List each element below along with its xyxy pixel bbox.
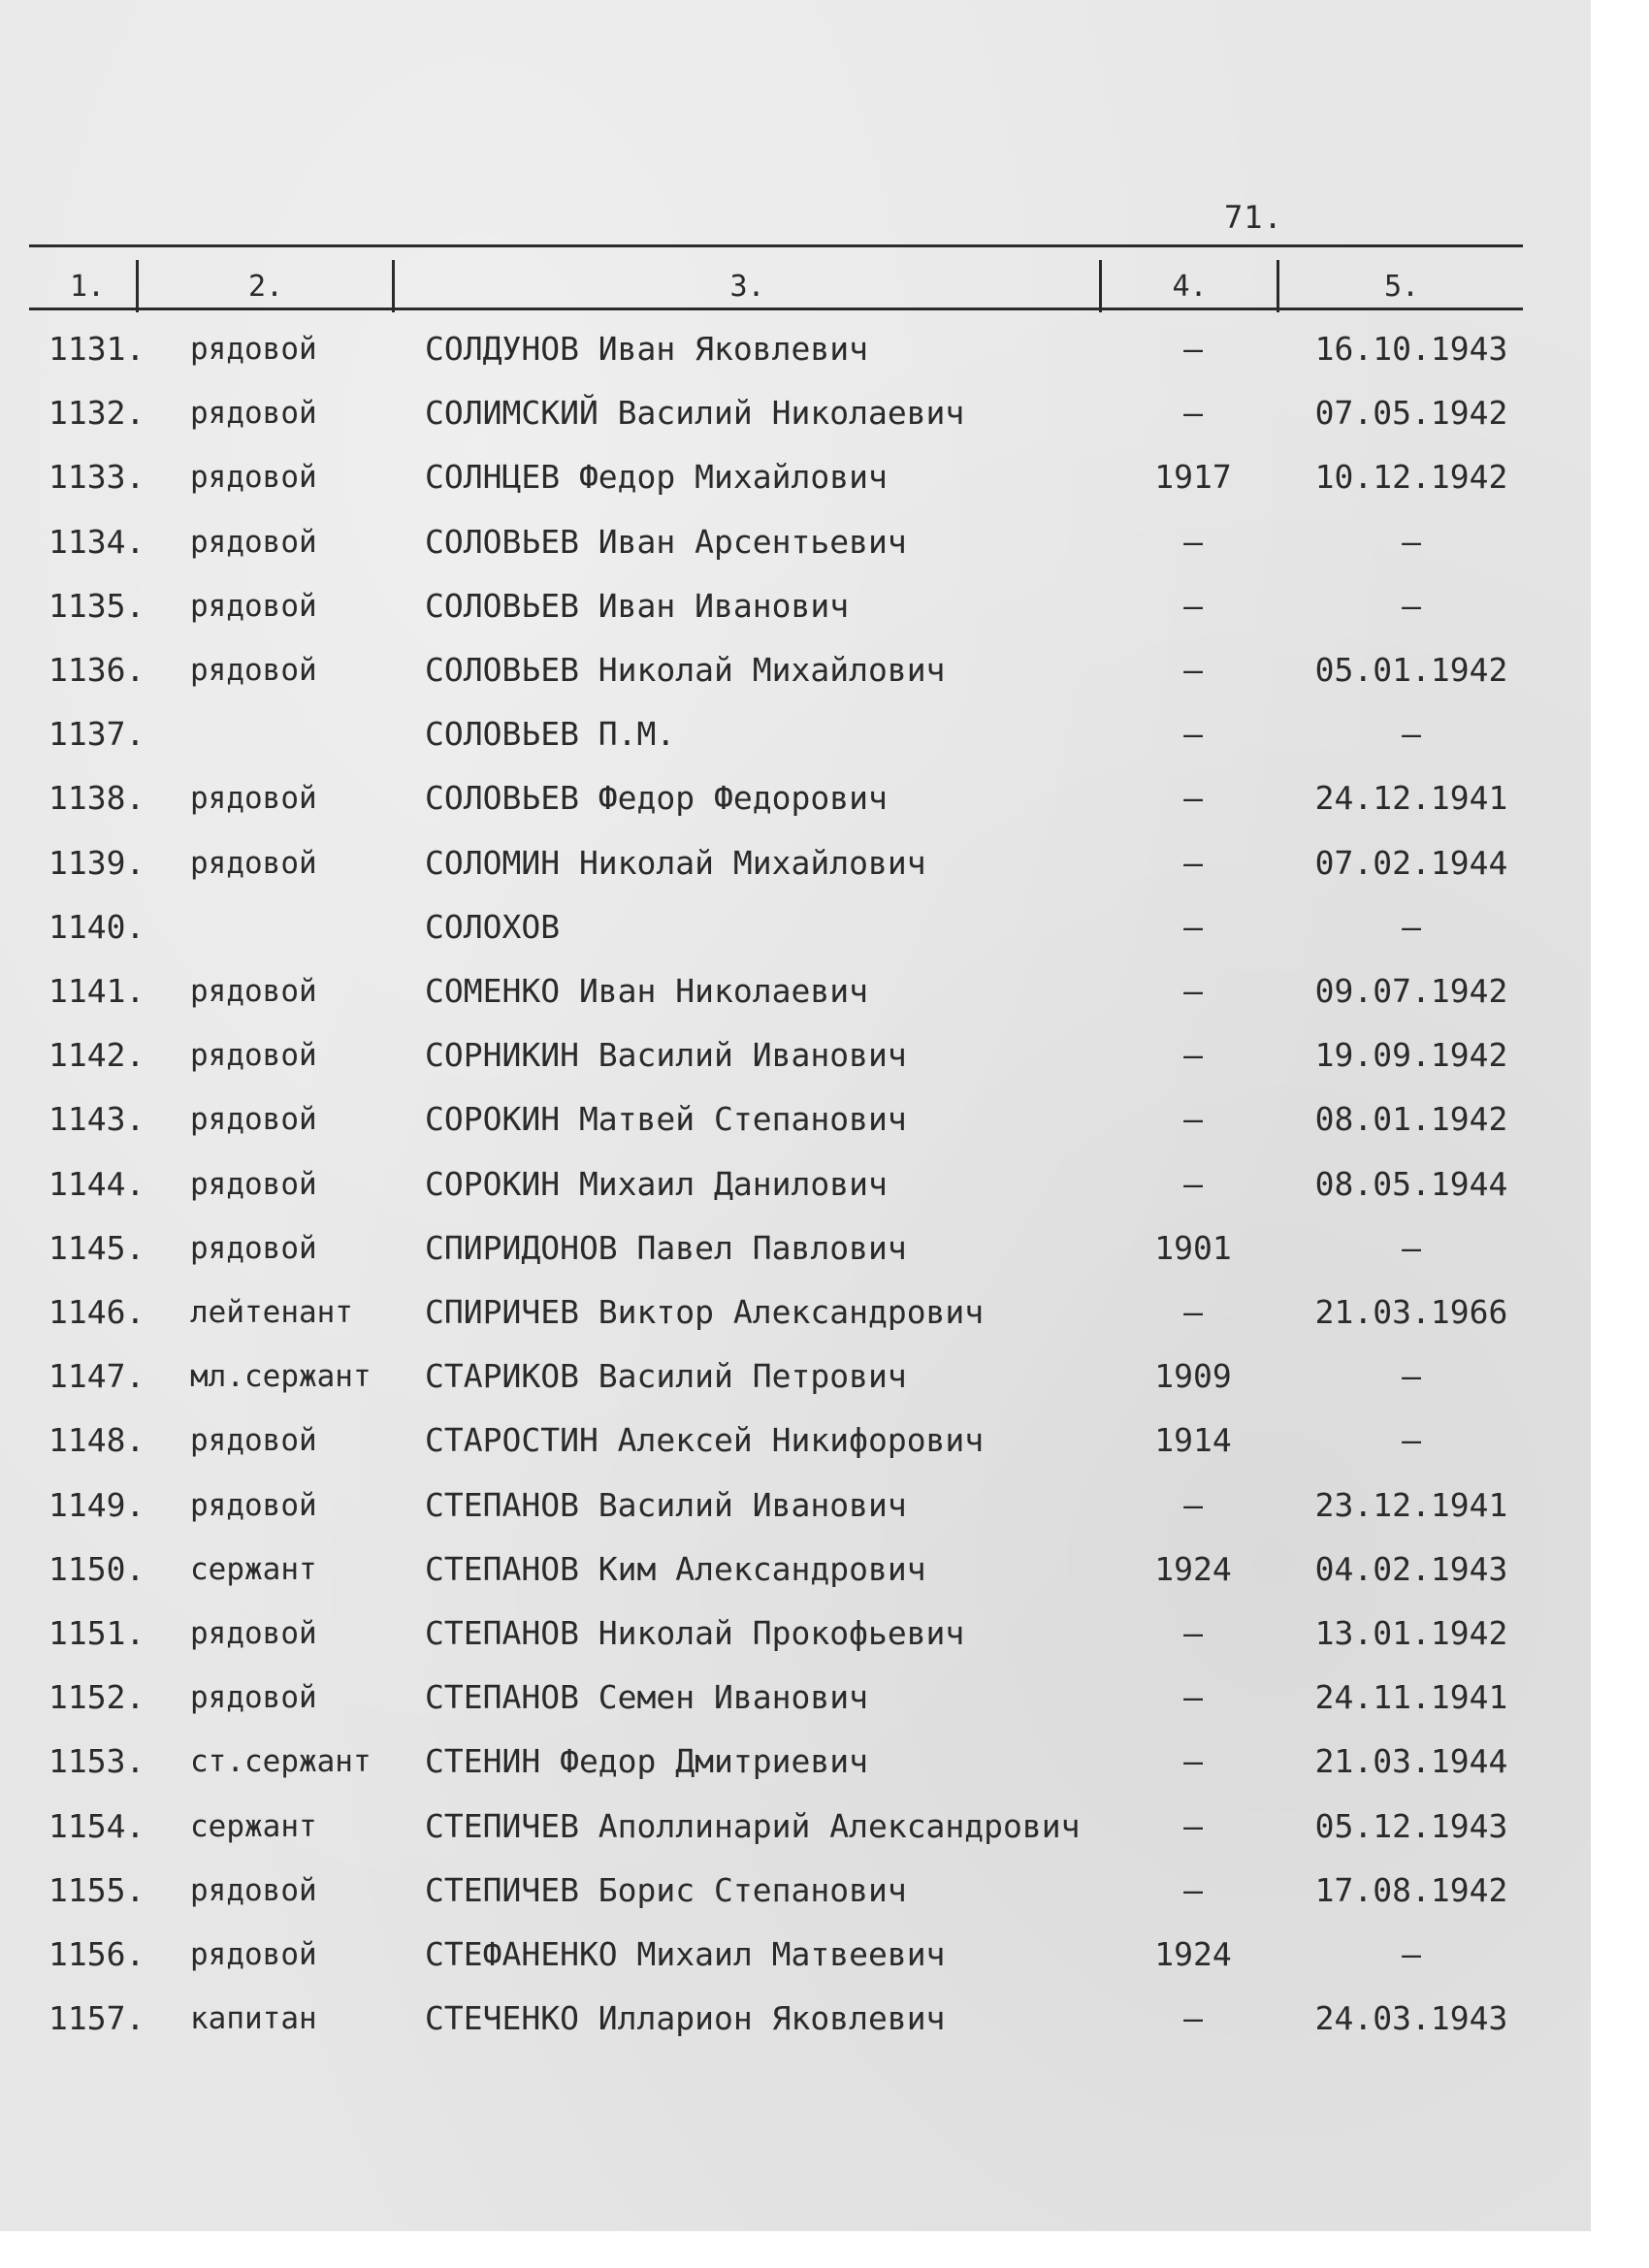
row-date: 21.03.1966 (1314, 1293, 1508, 1331)
row-birth-year: – (1183, 1485, 1203, 1524)
row-number: 1135. (48, 586, 146, 625)
table-row (0, 1357, 1591, 1415)
row-birth-year: – (1183, 843, 1203, 882)
row-number: 1140. (48, 907, 146, 946)
row-rank: рядовой (190, 653, 317, 688)
row-number: 1149. (48, 1485, 146, 1524)
row-rank: сержант (190, 1808, 317, 1844)
column-header-5: 5. (1383, 270, 1420, 304)
table-top-rule (29, 244, 1523, 247)
row-name: СОЛОМИН Николай Михайлович (425, 843, 926, 882)
row-date: 23.12.1941 (1314, 1485, 1508, 1524)
row-name: СТЕНИН Федор Дмитриевич (425, 1742, 868, 1781)
row-birth-year: – (1183, 586, 1203, 625)
row-date: 04.02.1943 (1314, 1549, 1508, 1588)
row-rank: сержант (190, 1551, 317, 1587)
row-rank: лейтенант (190, 1295, 353, 1330)
row-name: СТЕЧЕНКО Илларион Яковлевич (425, 1999, 946, 2038)
table-row (0, 1678, 1591, 1736)
row-date: – (1402, 522, 1421, 561)
row-rank: рядовой (190, 1937, 317, 1972)
row-name: СТЕПАНОВ Семен Иванович (425, 1678, 868, 1717)
column-divider (1277, 260, 1279, 312)
row-birth-year: – (1183, 907, 1203, 946)
row-name: СОРОКИН Михаил Данилович (425, 1164, 888, 1203)
table-row (0, 1999, 1591, 2057)
table-row (0, 1421, 1591, 1479)
row-date: 16.10.1943 (1314, 330, 1508, 368)
row-number: 1138. (48, 779, 146, 818)
column-divider (1099, 260, 1102, 312)
row-birth-year: – (1183, 1806, 1203, 1845)
row-number: 1147. (48, 1357, 146, 1396)
row-date: 08.05.1944 (1314, 1164, 1508, 1203)
table-row (0, 1550, 1591, 1608)
table-row (0, 458, 1591, 516)
row-rank: рядовой (190, 1487, 317, 1523)
row-birth-year: – (1183, 715, 1203, 754)
table-row (0, 972, 1591, 1030)
row-date: 08.01.1942 (1314, 1100, 1508, 1139)
row-number: 1133. (48, 458, 146, 497)
row-name: СОЛОВЬЕВ Иван Арсентьевич (425, 522, 907, 561)
row-birth-year: – (1183, 651, 1203, 689)
row-number: 1155. (48, 1870, 146, 1909)
row-name: СПИРИДОНОВ Павел Павлович (425, 1228, 907, 1267)
row-date: 24.03.1943 (1314, 1999, 1508, 2038)
row-birth-year: – (1183, 394, 1203, 433)
row-number: 1146. (48, 1293, 146, 1331)
row-name: СОЛОВЬЕВ Федор Федорович (425, 779, 888, 818)
row-birth-year: – (1183, 1999, 1203, 2038)
row-birth-year: – (1183, 1293, 1203, 1331)
row-rank: рядовой (190, 396, 317, 432)
row-name: СОЛОВЬЕВ П.М. (425, 715, 676, 754)
column-header-3: 3. (729, 270, 765, 304)
table-row (0, 523, 1591, 581)
row-number: 1136. (48, 651, 146, 689)
row-date: 10.12.1942 (1314, 458, 1508, 497)
row-date: 05.12.1943 (1314, 1806, 1508, 1845)
table-row (0, 1229, 1591, 1287)
row-name: СТЕПИЧЕВ Аполлинарий Александрович (425, 1806, 1081, 1845)
table-row (0, 1935, 1591, 1993)
row-number: 1144. (48, 1164, 146, 1203)
row-number: 1145. (48, 1228, 146, 1267)
row-number: 1152. (48, 1678, 146, 1717)
row-rank: рядовой (190, 1102, 317, 1138)
table-row (0, 651, 1591, 709)
row-date: 05.01.1942 (1314, 651, 1508, 689)
row-birth-year: – (1183, 972, 1203, 1010)
row-date: 09.07.1942 (1314, 972, 1508, 1010)
row-name: СТЕФАНЕНКО Михаил Матвеевич (425, 1935, 946, 1973)
row-number: 1131. (48, 330, 146, 368)
row-date: 13.01.1942 (1314, 1614, 1508, 1652)
row-number: 1150. (48, 1549, 146, 1588)
row-number: 1153. (48, 1742, 146, 1781)
row-number: 1134. (48, 522, 146, 561)
row-number: 1154. (48, 1806, 146, 1845)
row-name: СТЕПАНОВ Ким Александрович (425, 1549, 926, 1588)
table-row (0, 844, 1591, 902)
row-name: СОЛИМСКИЙ Василий Николаевич (425, 394, 965, 433)
row-date: 07.05.1942 (1314, 394, 1508, 433)
row-number: 1156. (48, 1935, 146, 1973)
page-number: 71. (1224, 199, 1283, 236)
row-name: СТАРИКОВ Василий Петрович (425, 1357, 907, 1396)
row-rank: рядовой (190, 524, 317, 560)
row-rank: рядовой (190, 588, 317, 624)
row-name: СТЕПАНОВ Николай Прокофьевич (425, 1614, 965, 1652)
row-rank: рядовой (190, 845, 317, 881)
row-date: – (1402, 1228, 1421, 1267)
row-birth-year: – (1183, 779, 1203, 818)
row-date: – (1402, 586, 1421, 625)
row-number: 1142. (48, 1036, 146, 1075)
table-row (0, 908, 1591, 966)
row-rank: рядовой (190, 1423, 317, 1459)
row-name: СОЛНЦЕВ Федор Михайлович (425, 458, 888, 497)
row-rank: рядовой (190, 1872, 317, 1908)
row-birth-year: – (1183, 1678, 1203, 1717)
column-header-4: 4. (1172, 270, 1208, 304)
row-number: 1143. (48, 1100, 146, 1139)
row-date: – (1402, 1935, 1421, 1973)
row-name: СОЛДУНОВ Иван Яковлевич (425, 330, 868, 368)
row-rank: рядовой (190, 1166, 317, 1202)
row-date: – (1402, 1421, 1421, 1460)
row-number: 1141. (48, 972, 146, 1010)
row-name: СТАРОСТИН Алексей Никифорович (425, 1421, 985, 1460)
row-name: СТЕПИЧЕВ Борис Степанович (425, 1870, 907, 1909)
row-rank: ст.сержант (190, 1744, 372, 1780)
row-number: 1139. (48, 843, 146, 882)
row-name: СОМЕНКО Иван Николаевич (425, 972, 868, 1010)
row-birth-year: – (1183, 1164, 1203, 1203)
row-birth-year: – (1183, 522, 1203, 561)
table-row (0, 779, 1591, 837)
row-number: 1157. (48, 1999, 146, 2038)
row-rank: рядовой (190, 1616, 317, 1651)
table-row (0, 1036, 1591, 1094)
row-birth-year: 1924 (1154, 1549, 1232, 1588)
column-header-1: 1. (69, 270, 106, 304)
row-number: 1137. (48, 715, 146, 754)
row-birth-year: 1901 (1154, 1228, 1232, 1267)
table-row (0, 1807, 1591, 1865)
row-rank: мл.сержант (190, 1359, 372, 1395)
row-name: СОРНИКИН Василий Иванович (425, 1036, 907, 1075)
row-birth-year: 1909 (1154, 1357, 1232, 1396)
table-header-rule (29, 308, 1523, 310)
row-date: 24.11.1941 (1314, 1678, 1508, 1717)
row-number: 1151. (48, 1614, 146, 1652)
row-rank: рядовой (190, 1038, 317, 1074)
row-rank: рядовой (190, 460, 317, 496)
row-birth-year: – (1183, 1614, 1203, 1652)
row-number: 1148. (48, 1421, 146, 1460)
table-row (0, 715, 1591, 773)
table-row (0, 1871, 1591, 1929)
row-birth-year: – (1183, 1036, 1203, 1075)
row-birth-year: – (1183, 1100, 1203, 1139)
row-date: – (1402, 907, 1421, 946)
table-row (0, 1742, 1591, 1800)
table-row (0, 394, 1591, 452)
row-date: 07.02.1944 (1314, 843, 1508, 882)
row-number: 1132. (48, 394, 146, 433)
table-row (0, 1100, 1591, 1158)
table-row (0, 1486, 1591, 1544)
row-date: 21.03.1944 (1314, 1742, 1508, 1781)
column-divider (392, 260, 395, 312)
row-name: СПИРИЧЕВ Виктор Александрович (425, 1293, 985, 1331)
row-date: 17.08.1942 (1314, 1870, 1508, 1909)
row-name: СОЛОХОВ (425, 907, 561, 946)
row-rank: капитан (190, 2001, 317, 2037)
column-header-2: 2. (247, 270, 284, 304)
table-row (0, 1293, 1591, 1351)
column-divider (136, 260, 139, 312)
row-name: СОЛОВЬЕВ Иван Иванович (425, 586, 850, 625)
row-date: – (1402, 1357, 1421, 1396)
row-birth-year: 1924 (1154, 1935, 1232, 1973)
row-birth-year: – (1183, 1870, 1203, 1909)
row-birth-year: 1914 (1154, 1421, 1232, 1460)
row-date: – (1402, 715, 1421, 754)
table-row (0, 1165, 1591, 1223)
row-rank: рядовой (190, 1680, 317, 1716)
row-birth-year: – (1183, 330, 1203, 368)
row-date: 19.09.1942 (1314, 1036, 1508, 1075)
row-date: 24.12.1941 (1314, 779, 1508, 818)
table-row (0, 330, 1591, 388)
row-birth-year: 1917 (1154, 458, 1232, 497)
row-rank: рядовой (190, 332, 317, 367)
row-rank: рядовой (190, 974, 317, 1009)
row-name: СТЕПАНОВ Василий Иванович (425, 1485, 907, 1524)
table-row (0, 1614, 1591, 1672)
row-birth-year: – (1183, 1742, 1203, 1781)
row-rank: рядовой (190, 781, 317, 817)
table-row (0, 587, 1591, 645)
row-name: СОЛОВЬЕВ Николай Михайлович (425, 651, 946, 689)
row-rank: рядовой (190, 1230, 317, 1266)
row-name: СОРОКИН Матвей Степанович (425, 1100, 907, 1139)
